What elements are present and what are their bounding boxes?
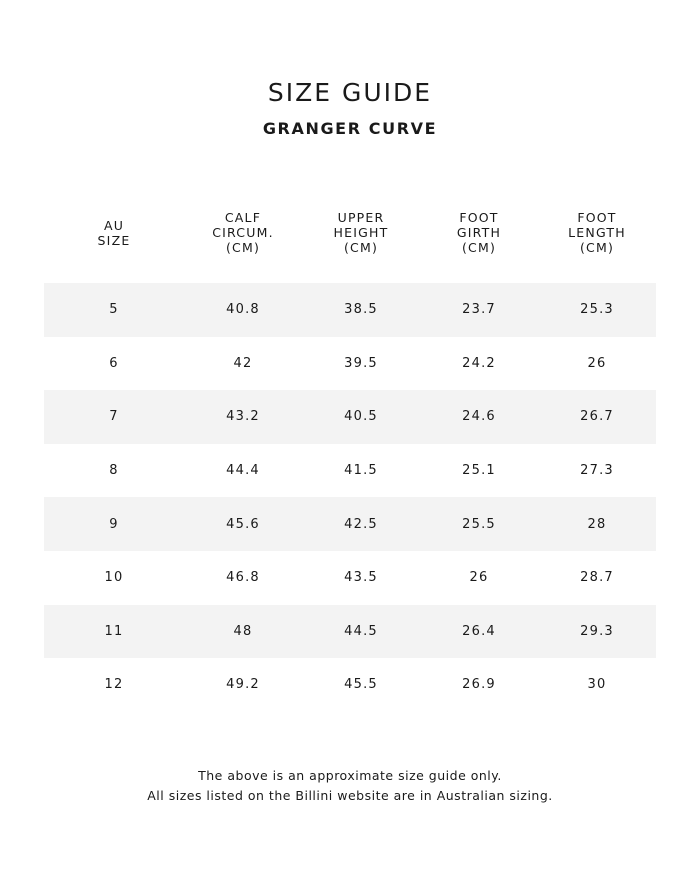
- table-cell-au-size: 6: [109, 355, 119, 371]
- header-upper-height-line-1: UPPER: [337, 210, 385, 225]
- table-cell-calf-circum: 46.8: [226, 570, 260, 586]
- table-cell-upper-height: 41.5: [344, 463, 378, 479]
- table-header-row: [44, 210, 656, 284]
- table-cell-upper-height: 42.5: [344, 516, 378, 532]
- table-cell-calf-circum: 48: [233, 623, 253, 639]
- table-cell-calf-circum: 43.2: [226, 409, 260, 425]
- table-cell-au-size: 11: [104, 623, 124, 639]
- table-cell-foot-length: 28: [587, 516, 607, 532]
- table-cell-foot-girth: 26.9: [462, 677, 496, 693]
- table-cell-foot-girth: 24.6: [462, 409, 496, 425]
- table-cell-foot-girth: 25.5: [462, 516, 496, 532]
- table-row: [44, 444, 656, 498]
- page-title: SIZE GUIDE: [267, 78, 433, 107]
- table-cell-foot-girth: 23.7: [462, 302, 496, 318]
- footer-line-2: All sizes listed on the Billini website are in Australian sizing.: [147, 788, 553, 803]
- table-cell-upper-height: 38.5: [344, 302, 378, 318]
- table-row: [44, 605, 656, 659]
- header-foot-length: [538, 210, 656, 255]
- table-cell-foot-length: 27.3: [580, 463, 614, 479]
- header-foot-girth-line-2: GIRTH: [456, 225, 502, 240]
- header-upper-height-line-2: HEIGHT: [333, 225, 389, 240]
- footer-note: [0, 766, 700, 806]
- product-name: GRANGER CURVE: [262, 119, 438, 138]
- table-cell-calf-circum: 42: [233, 355, 253, 371]
- table-cell-upper-height: 45.5: [344, 677, 378, 693]
- header-foot-length-line-2: LENGTH: [568, 225, 626, 240]
- header-foot-girth: [420, 210, 538, 255]
- header-au-size-line-1: AU: [103, 218, 125, 233]
- header-foot-girth-line-3: (CM): [461, 240, 497, 255]
- header-upper-height: [302, 210, 420, 255]
- table-cell-foot-length: 26.7: [580, 409, 614, 425]
- header-foot-length-line-3: (CM): [579, 240, 615, 255]
- footer-line-1: The above is an approximate size guide only.: [198, 768, 502, 783]
- table-row: [44, 551, 656, 605]
- header-calf-circum-line-2: CIRCUM.: [212, 225, 274, 240]
- table-cell-foot-girth: 25.1: [462, 463, 496, 479]
- table-row: [44, 390, 656, 444]
- table-cell-calf-circum: 49.2: [226, 677, 260, 693]
- header-foot-girth-line-1: FOOT: [459, 210, 499, 225]
- table-cell-foot-length: 30: [587, 677, 607, 693]
- table-cell-au-size: 8: [109, 463, 119, 479]
- table-row: [44, 283, 656, 337]
- table-cell-upper-height: 43.5: [344, 570, 378, 586]
- table-cell-calf-circum: 45.6: [226, 516, 260, 532]
- header-au-size: [44, 210, 184, 248]
- table-cell-calf-circum: 40.8: [226, 302, 260, 318]
- table-cell-foot-girth: 26.4: [462, 623, 496, 639]
- table-cell-foot-length: 25.3: [580, 302, 614, 318]
- table-row: [44, 497, 656, 551]
- table-cell-au-size: 10: [104, 570, 124, 586]
- table-cell-foot-length: 26: [587, 355, 607, 371]
- header-calf-circum-line-1: CALF: [224, 210, 262, 225]
- header-upper-height-line-3: (CM): [343, 240, 379, 255]
- header-calf-circum-line-3: (CM): [225, 240, 261, 255]
- table-cell-au-size: 5: [109, 302, 119, 318]
- table-cell-au-size: 12: [104, 677, 124, 693]
- header-calf-circum: [184, 210, 302, 255]
- table-cell-calf-circum: 44.4: [226, 463, 260, 479]
- table-cell-upper-height: 40.5: [344, 409, 378, 425]
- header-foot-length-line-1: FOOT: [577, 210, 617, 225]
- table-cell-au-size: 7: [109, 409, 119, 425]
- table-body: [44, 283, 656, 712]
- table-cell-foot-length: 28.7: [580, 570, 614, 586]
- header-au-size-line-2: SIZE: [97, 233, 131, 248]
- table-cell-au-size: 9: [109, 516, 119, 532]
- table-cell-foot-girth: 24.2: [462, 355, 496, 371]
- table-cell-foot-girth: 26: [469, 570, 489, 586]
- table-cell-foot-length: 29.3: [580, 623, 614, 639]
- table-cell-upper-height: 44.5: [344, 623, 378, 639]
- size-table: [44, 210, 656, 693]
- table-row: [44, 658, 656, 712]
- table-row: [44, 337, 656, 391]
- table-cell-upper-height: 39.5: [344, 355, 378, 371]
